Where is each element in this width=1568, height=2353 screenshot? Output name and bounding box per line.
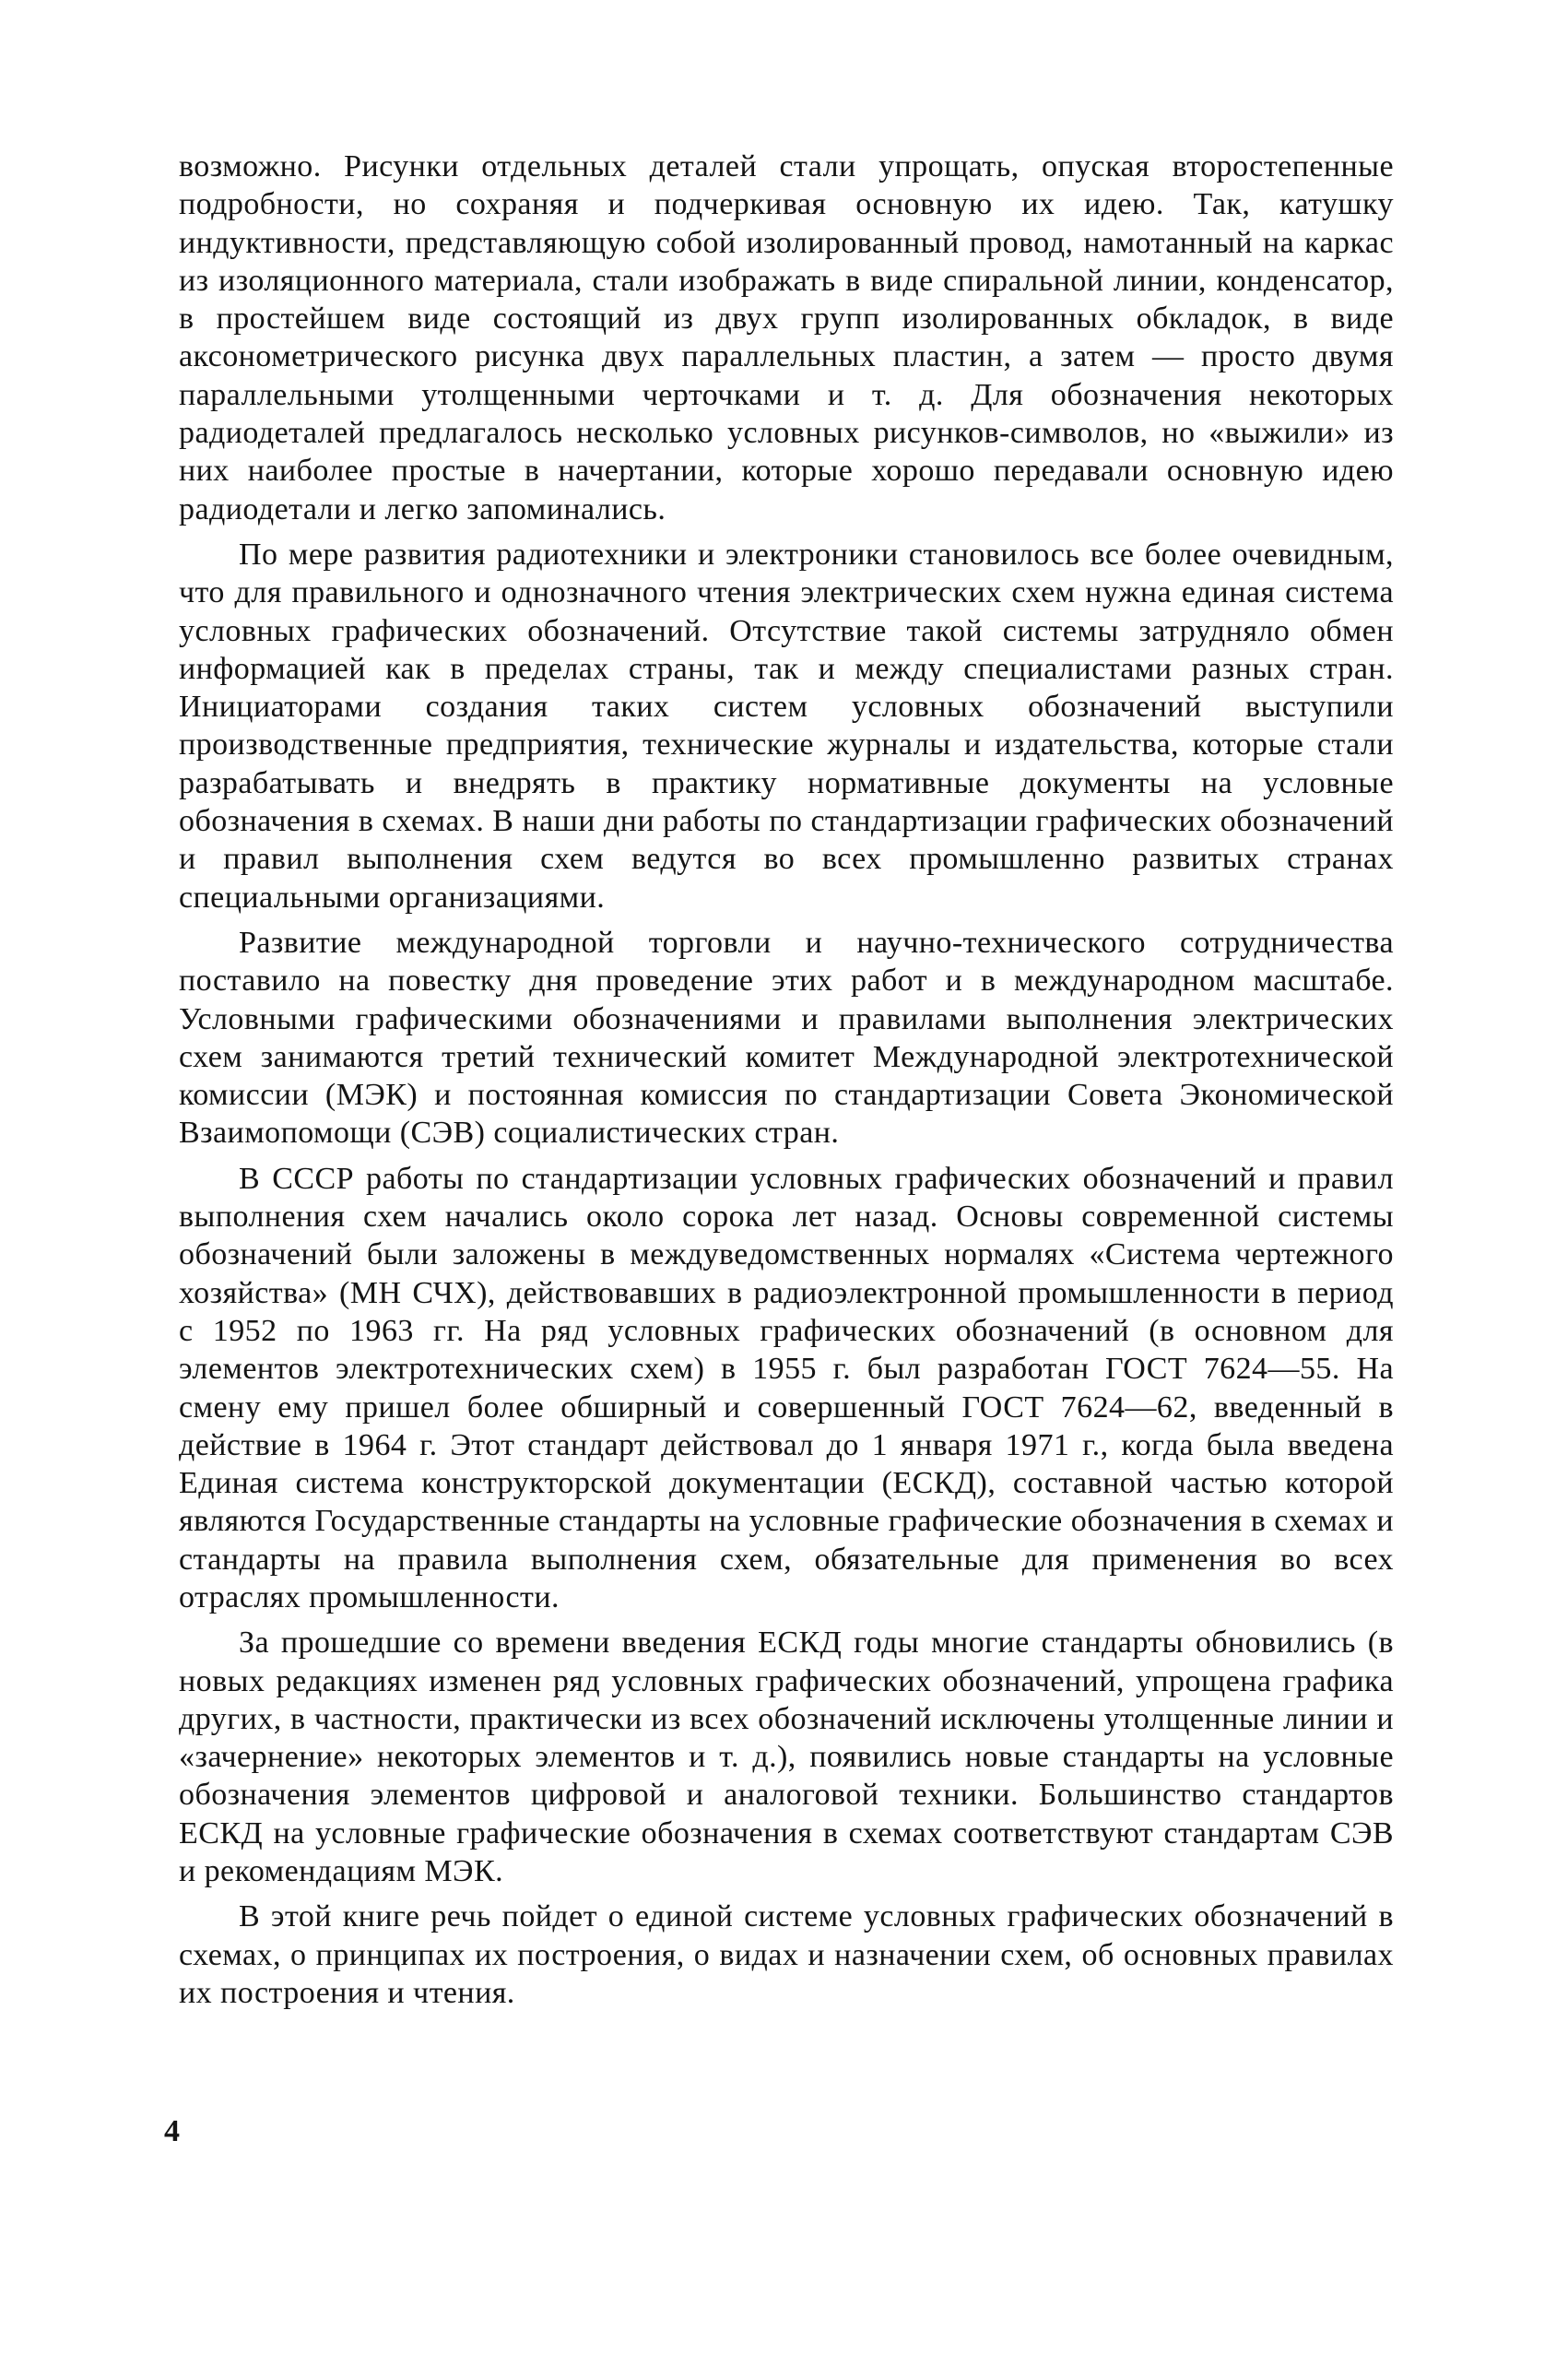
- body-text: [179, 148, 1394, 2019]
- paragraph-5: За прошедшие со времени введения ЕСКД годы многие стандарты обновились (в новых редакциях изменен ряд условных графических обозначений, упрощена графика других, в частности, практически из всех обозначений исключены утолщенные линии и «зачернение» некоторых элементов и т. д.), появились новые стандарты на условные обозначения элементов цифровой и аналоговой техники. Большинство стандартов ЕСКД на условные графические обозначения в схемах соответствуют стандартам СЭВ и рекомендациям МЭК.: [179, 1626, 1394, 1889]
- paragraph-1: возможно. Рисунки отдельных деталей стали упрощать, опуская второстепенные подробности, но сохраняя и подчеркивая основную их идею. Так, катушку индуктивности, представляющую собой изолированный провод, намотанный на каркас из изоляционного материала, стали изображать в виде спиральной линии, конденсатор, в простейшем виде состоящий из двух групп изолированных обкладок, в виде аксонометрического рисунка двух параллельных пластин, а затем — просто двумя параллельными утолщенными черточками и т. д. Для обозначения некоторых радиодеталей предлагалось несколько условных рисунков-символов, но «выжили» из них наиболее простые в начертании, которые хорошо передавали основную идею радиодетали и легко запоминались.: [179, 149, 1394, 526]
- paragraph-3: Развитие международной торговли и научно-технического сотрудничества поставило на повестку дня проведение этих работ и в международном масштабе. Условными графическими обозначениями и правилами выполнения электрических схем занимаются третий технический комитет Международной электротехнической комиссии (МЭК) и постоянная комиссия по стандартизации Совета Экономической Взаимопомощи (СЭВ) социалистических стран.: [179, 925, 1394, 1151]
- paragraph-4: В СССР работы по стандартизации условных графических обозначений и правил выполнения схем начались около сорока лет назад. Основы современной системы обозначений были заложены в междуведомственных нормалях «Система чертежного хозяйства» (МН СЧХ), действовавших в радиоэлектронной промышленности в период с 1952 по 1963 гг. На ряд условных графических обозначений (в основном для элементов электротехнических схем) в 1955 г. был разработан ГОСТ 7624—55. На смену ему пришел более обширный и совершенный ГОСТ 7624—62, введенный в действие в 1964 г. Этот стандарт действовал до 1 января 1971 г., когда была введена Единая система конструкторской документации (ЕСКД), составной частью которой являются Государственные стандарты на условные графические обозначения в схемах и стандарты на правила выполнения схем, обязательные для применения во всех отраслях промышленности.: [179, 1161, 1394, 1614]
- paragraph-6: В этой книге речь пойдет о единой системе условных графических обозначений в схемах, о принципах их построения, о видах и назначении схем, об основных правилах их построения и чтения.: [179, 1899, 1394, 2010]
- paragraph-2: По мере развития радиотехники и электроники становилось все более очевидным, что для правильного и однозначного чтения электрических схем нужна единая система условных графических обозначений. Отсутствие такой системы затрудняло обмен информацией как в пределах страны, так и между специалистами разных стран. Инициаторами создания таких систем условных обозначений выступили производственные предприятия, технические журналы и издательства, которые стали разрабатывать и внедрять в практику нормативные документы на условные обозначения в схемах. В наши дни работы по стандартизации графических обозначений и правил выполнения схем ведутся во всех промышленно развитых странах специальными организациями.: [179, 537, 1394, 915]
- page-number: 4: [164, 2114, 180, 2148]
